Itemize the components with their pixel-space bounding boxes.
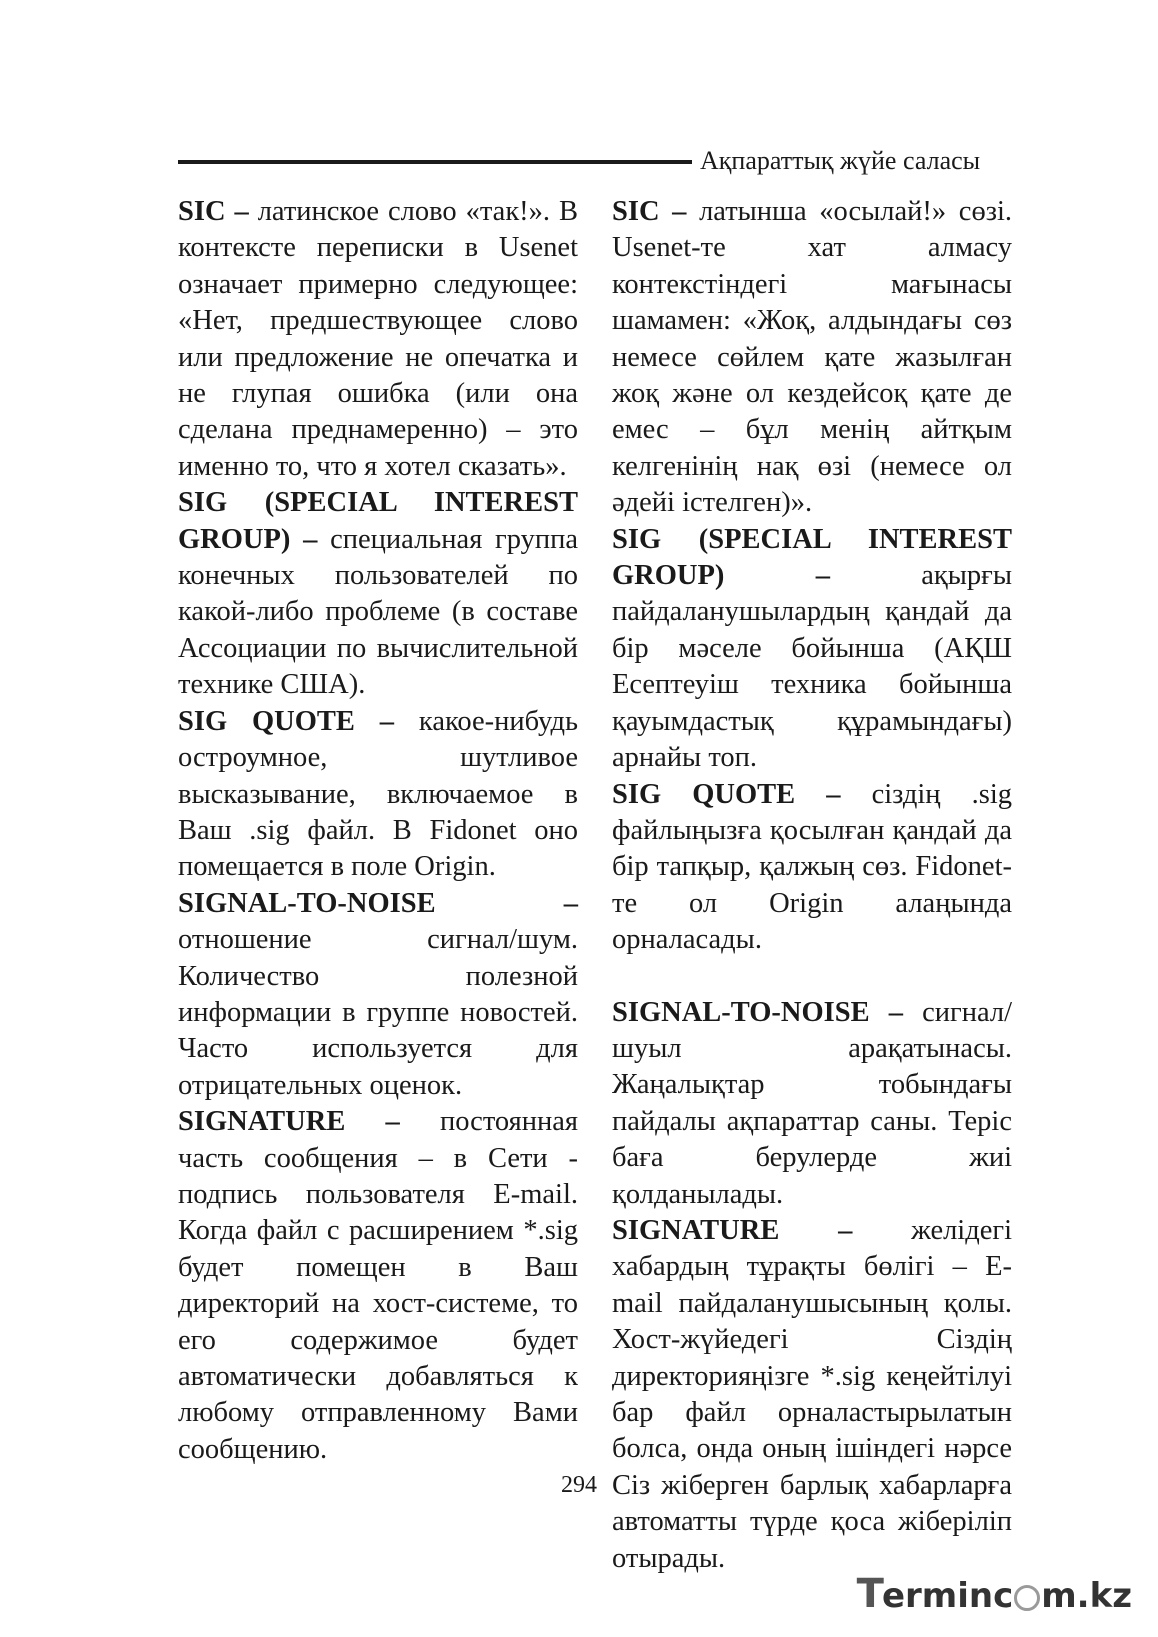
term: SIGNAL-TO-NOISE	[612, 996, 870, 1028]
term: SIG QUOTE	[178, 705, 355, 737]
dash: –	[826, 778, 841, 810]
dash: –	[888, 996, 903, 1028]
definition: латинское слово «так!». В контексте переписки в Usenet означает примерно следующее: «Нет, предшествующее слово или предложение не опечатка и не глупая ошибка (или она сделана преднамеренно) – это именно то, что я хотел сказать».	[178, 196, 578, 482]
term: SIG QUOTE	[612, 778, 796, 810]
definition: желідегі хабардың тұрақты бөлігі – E-mail пайдаланушысының қолы. Хост-жүйедегі Сіздің директорияңізге *.sig кеңейтілуі бар файл орналастырылатын болса, онда оның ішіндегі нәрсе Сіз жіберген барлық хабарларға автоматты түрде қоса жіберіліп отырады.	[612, 1214, 1012, 1574]
term: SIGNATURE	[612, 1214, 780, 1246]
column-kazakh	[612, 194, 1012, 1577]
dash: –	[672, 196, 687, 227]
watermark-text-start: erminc	[881, 1576, 1014, 1616]
definition: какое-нибудь остроумное, шутливое высказывание, включаемое в Ваш .sig файл. В Fidonet оно помещается в поле Origin.	[178, 705, 578, 883]
term: SIGNATURE	[178, 1106, 346, 1138]
running-header: Ақпараттық жүйе саласы	[700, 146, 981, 175]
dash: –	[563, 887, 578, 919]
term: SIG (SPECIAL INTEREST GROUP)	[612, 523, 1012, 592]
entry-sig-quote-ru	[178, 704, 578, 886]
watermark-circle-icon	[1014, 1585, 1040, 1611]
entry-signal-to-noise-kz	[612, 995, 1012, 1213]
header-rule	[178, 160, 692, 164]
entry-sig-ru	[178, 485, 578, 703]
definition: отношение сигнал/шум. Количество полезной информации в группе новостей. Часто используется для отрицательных оценок.	[178, 924, 578, 1101]
definition: постоянная часть сообщения – в Сети - подпись пользователя E-mail. Когда файл с расширением *.sig будет помещен в Ваш директорий на хост-системе, то его содержимое будет автоматически добавляться к любому отправленному Вами сообщению.	[178, 1106, 578, 1465]
dash: –	[815, 560, 830, 592]
definition: сигнал/шуыл арақатынасы. Жаңалықтар тобындағы пайдалы ақпараттар саны. Теріс баға берулерде жиі қолданылады.	[612, 996, 1012, 1210]
watermark-letter-t: T	[856, 1571, 882, 1617]
watermark-text-end: m.kz	[1041, 1576, 1132, 1616]
term: SIG (SPECIAL INTEREST GROUP)	[178, 487, 578, 555]
dash: –	[303, 523, 318, 555]
entry-signature-ru	[178, 1104, 578, 1468]
definition: ақырғы пайдаланушылардың қандай да бір мәселе бойынша (АҚШ Есептеуіш техника бойынша қауымдастық құрамындағы) арнайы топ.	[612, 560, 1013, 774]
termincom-watermark-logo	[857, 1571, 1132, 1617]
page-number: 294	[561, 1472, 597, 1498]
column-russian	[178, 194, 578, 1468]
definition: латынша «осылай!» сөзі. Usenet-те хат алмасу контекстіндегі мағынасы шамамен: «Жоқ, алдындағы сөз немесе сөйлем қате жазылған жоқ және ол кездейсоқ қате де емес – бұл менің айтқым келгенінің нақ өзі (немесе ол әдейі істелген)».	[612, 196, 1012, 519]
term: SIC	[612, 196, 660, 227]
dash: –	[234, 196, 249, 227]
term: SIGNAL-TO-NOISE	[178, 887, 436, 919]
definition: сіздің .sig файлыңызға қосылған қандай да бір тапқыр, қалжың сөз. Fidonet-те ол Origin алаңында орналасады.	[612, 778, 1013, 956]
entry-sic-kz	[612, 194, 1012, 522]
dash: –	[838, 1214, 853, 1246]
dash: –	[379, 705, 395, 737]
entry-sig-quote-kz	[612, 777, 1012, 959]
definition: специальная группа конечных пользователей по какой-либо проблеме (в составе Ассоциации по вычислительной технике США).	[178, 523, 579, 701]
dash: –	[385, 1106, 400, 1138]
entry-signal-to-noise-ru	[178, 886, 578, 1104]
entry-sig-kz	[612, 522, 1012, 777]
entry-signature-kz	[612, 1213, 1012, 1577]
term: SIC	[178, 196, 226, 227]
entry-sic-ru	[178, 194, 578, 485]
